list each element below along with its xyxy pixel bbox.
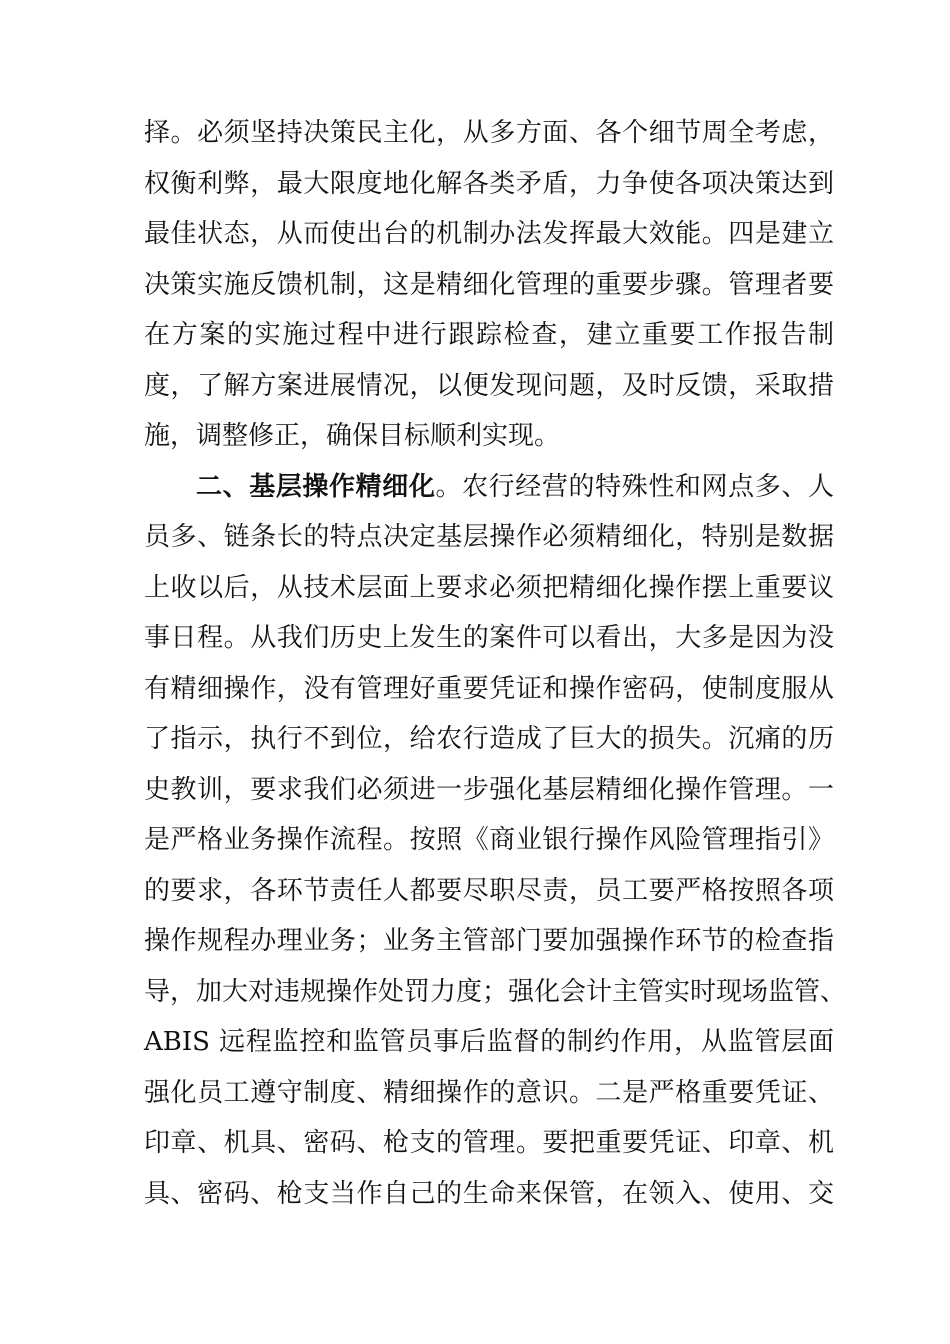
paragraph-line: 具、密码、枪支当作自己的生命来保管，在领入、使用、交 xyxy=(144,1178,834,1209)
paragraph-line: 有精细操作，没有管理好重要凭证和操作密码，使制度服从 xyxy=(144,673,834,704)
paragraph-line: 了指示，执行不到位，给农行造成了巨大的损失。沉痛的历 xyxy=(144,724,834,754)
paragraph-line: 权衡利弊，最大限度地化解各类矛盾，力争使各项决策达到 xyxy=(144,168,834,199)
paragraph-line: 事日程。从我们历史上发生的案件可以看出，大多是因为没 xyxy=(144,623,834,653)
paragraph-line: 导，加大对违规操作处罚力度；强化会计主管实时现场监管、 xyxy=(144,976,847,1007)
body-text xyxy=(144,108,847,1219)
paragraph-line: 印章、机具、密码、枪支的管理。要把重要凭证、印章、机 xyxy=(144,1128,834,1158)
paragraph-line: ABIS 远程监控和监管员事后监督的制约作用，从监管层面 xyxy=(144,1027,834,1057)
paragraph-line: 史教训，要求我们必须进一步强化基层精细化操作管理。一 xyxy=(144,774,834,805)
paragraph-line: 员多、链条长的特点决定基层操作必须精细化，特别是数据 xyxy=(144,522,834,552)
paragraph-line-rest: 。农行经营的特殊性和网点多、人 xyxy=(435,471,834,502)
section-heading: 二、基层操作精细化 xyxy=(196,471,436,502)
paragraph-line: 上收以后，从技术层面上要求必须把精细化操作摆上重要议 xyxy=(144,572,834,603)
paragraph-line: 是严格业务操作流程。按照《商业银行操作风险管理指引》 xyxy=(144,825,834,855)
paragraph-line: 施，调整修正，确保目标顺利实现。 xyxy=(144,421,561,451)
paragraph-line: 操作规程办理业务；业务主管部门要加强操作环节的检查指 xyxy=(144,926,834,956)
paragraph-line: 度，了解方案进展情况，以便发现问题，及时反馈，采取措 xyxy=(144,370,834,401)
paragraph-first-line xyxy=(144,462,834,513)
paragraph-line: 在方案的实施过程中进行跟踪检查，建立重要工作报告制 xyxy=(144,320,834,350)
paragraph-line: 决策实施反馈机制，这是精细化管理的重要步骤。管理者要 xyxy=(144,269,834,300)
paragraph-line: 择。必须坚持决策民主化，从多方面、各个细节周全考虑， xyxy=(144,118,834,148)
paragraph-line: 最佳状态，从而使出台的机制办法发挥最大效能。四是建立 xyxy=(144,219,834,249)
paragraph-line: 的要求，各环节责任人都要尽职尽责，员工要严格按照各项 xyxy=(144,875,834,906)
paragraph-line: 强化员工遵守制度、精细操作的意识。二是严格重要凭证、 xyxy=(144,1077,834,1108)
